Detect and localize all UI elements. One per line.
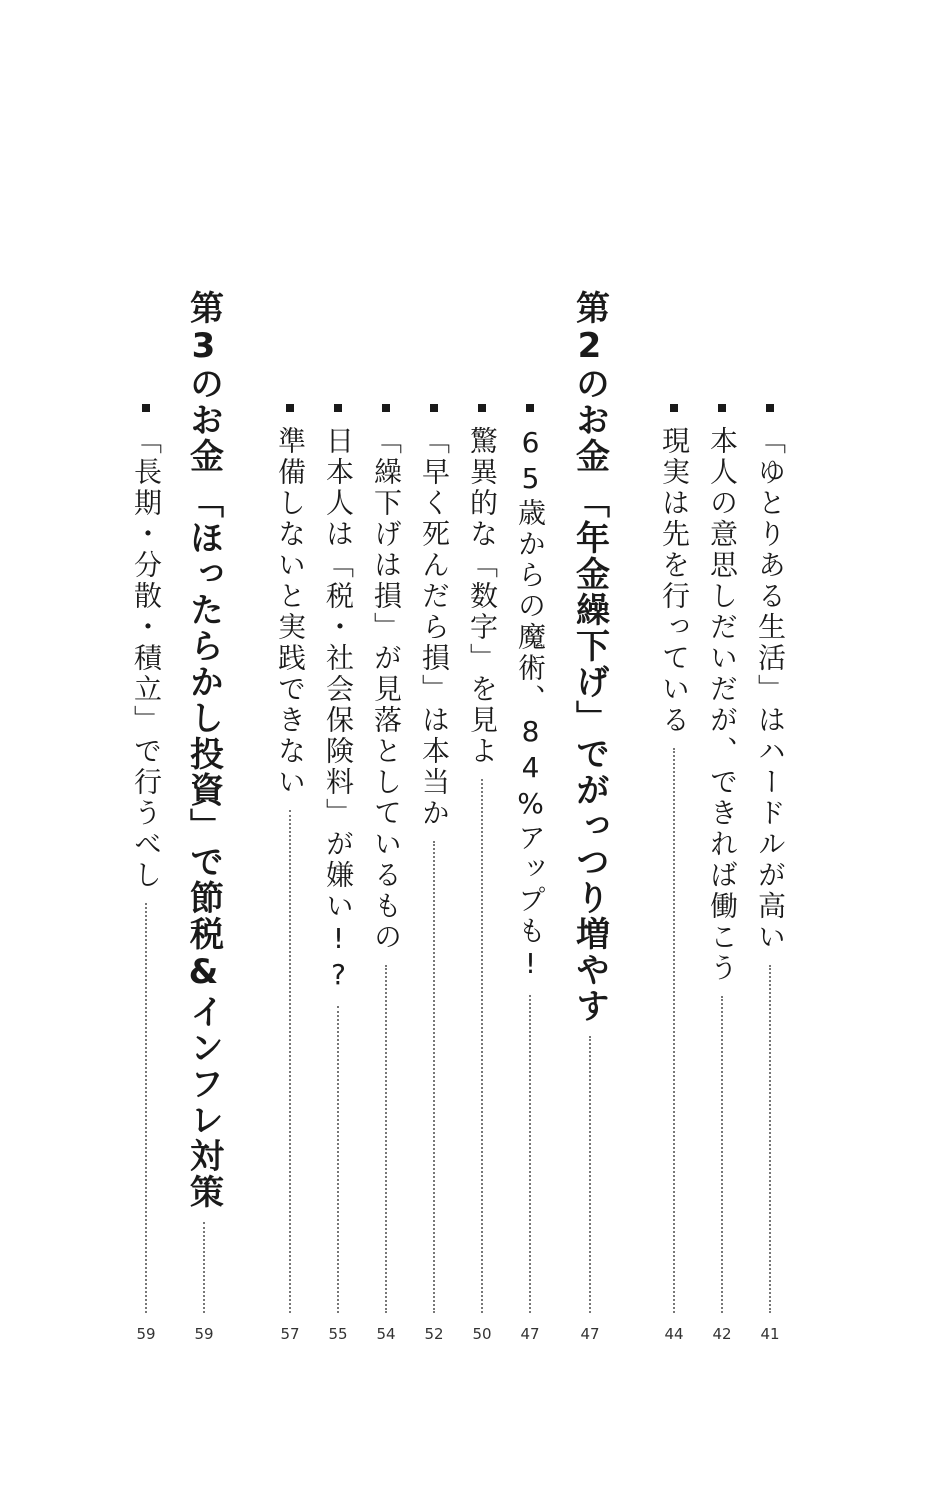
bullet-icon: [430, 404, 438, 412]
toc-entry[interactable]: [270, 404, 310, 1321]
dot-leader: [589, 1036, 591, 1313]
toc-page-number: 42: [712, 1325, 732, 1343]
bullet-icon: [382, 404, 390, 412]
dot-leader: [337, 1006, 339, 1313]
toc-entry-title: 現実は先を行っている: [658, 426, 691, 736]
toc-entry[interactable]: [750, 404, 790, 1321]
toc-page-number: 59: [194, 1325, 214, 1343]
dot-leader: [145, 903, 147, 1313]
toc-page-number: 55: [328, 1325, 348, 1343]
toc-entry[interactable]: [510, 404, 550, 1321]
dot-leader: [673, 748, 675, 1313]
toc-entry-title: 「ゆとりある生活」はハードルが高い: [754, 426, 787, 953]
bullet-icon: [286, 404, 294, 412]
bullet-icon: [718, 404, 726, 412]
toc-entry[interactable]: [318, 404, 358, 1321]
bullet-icon: [142, 404, 150, 412]
toc-entry[interactable]: [462, 404, 502, 1321]
bullet-icon: [334, 404, 342, 412]
toc-page-number: 44: [664, 1325, 684, 1343]
chapter-prefix: 第: [569, 290, 610, 326]
toc-page-number: 59: [136, 1325, 156, 1343]
toc-entry[interactable]: [366, 404, 406, 1321]
chapter-label: [566, 290, 615, 1024]
chapter-number: 2: [569, 326, 610, 366]
toc-page-number: 41: [760, 1325, 780, 1343]
toc-entry[interactable]: [414, 404, 454, 1321]
chapter-suffix: のお金: [569, 366, 610, 474]
bullet-icon: [478, 404, 486, 412]
dot-leader: [385, 965, 387, 1313]
toc-page-number: 52: [424, 1325, 444, 1343]
toc-page-number: 47: [580, 1325, 600, 1343]
toc-page-number: 54: [376, 1325, 396, 1343]
toc-entry-title: 日本人は「税・社会保険料」が嫌い!?: [322, 426, 355, 994]
chapter-title: 「年金繰下げ」でがっつり増やす: [569, 484, 610, 1024]
dot-leader: [721, 996, 723, 1313]
toc-page-number: 47: [520, 1325, 540, 1343]
toc-page-number: 57: [280, 1325, 300, 1343]
bullet-icon: [670, 404, 678, 412]
chapter-number: 3: [183, 326, 224, 366]
toc-entry-title: 65歳からの魔術、84%アップも!: [514, 426, 547, 983]
dot-leader: [433, 841, 435, 1313]
chapter-label: [180, 290, 229, 1210]
toc-entry[interactable]: [126, 404, 166, 1321]
bullet-icon: [526, 404, 534, 412]
dot-leader: [529, 995, 531, 1313]
chapter-prefix: 第: [183, 290, 224, 326]
dot-leader: [481, 779, 483, 1313]
dot-leader: [203, 1222, 205, 1313]
toc-chapter-heading[interactable]: [566, 290, 614, 1321]
toc-entry-title: 本人の意思しだいだが、できれば働こう: [706, 426, 739, 984]
dot-leader: [769, 965, 771, 1313]
dot-leader: [289, 810, 291, 1313]
chapter-suffix: のお金: [183, 366, 224, 474]
toc-entry-title: 驚異的な「数字」を見よ: [466, 426, 499, 767]
toc-entry-title: 準備しないと実践できない: [274, 426, 307, 798]
toc-entry-title: 「長期・分散・積立」で行うべし: [130, 426, 163, 891]
toc-entry-title: 「繰下げは損」が見落としているもの: [370, 426, 403, 953]
toc-entry-title: 「早く死んだら損」は本当か: [418, 426, 451, 829]
toc-chapter-heading[interactable]: [180, 290, 228, 1321]
toc-entry[interactable]: [654, 404, 694, 1321]
toc-page-number: 50: [472, 1325, 492, 1343]
bullet-icon: [766, 404, 774, 412]
chapter-title: 「ほったらかし投資」で節税&インフレ対策: [183, 484, 224, 1210]
toc-entry[interactable]: [702, 404, 742, 1321]
